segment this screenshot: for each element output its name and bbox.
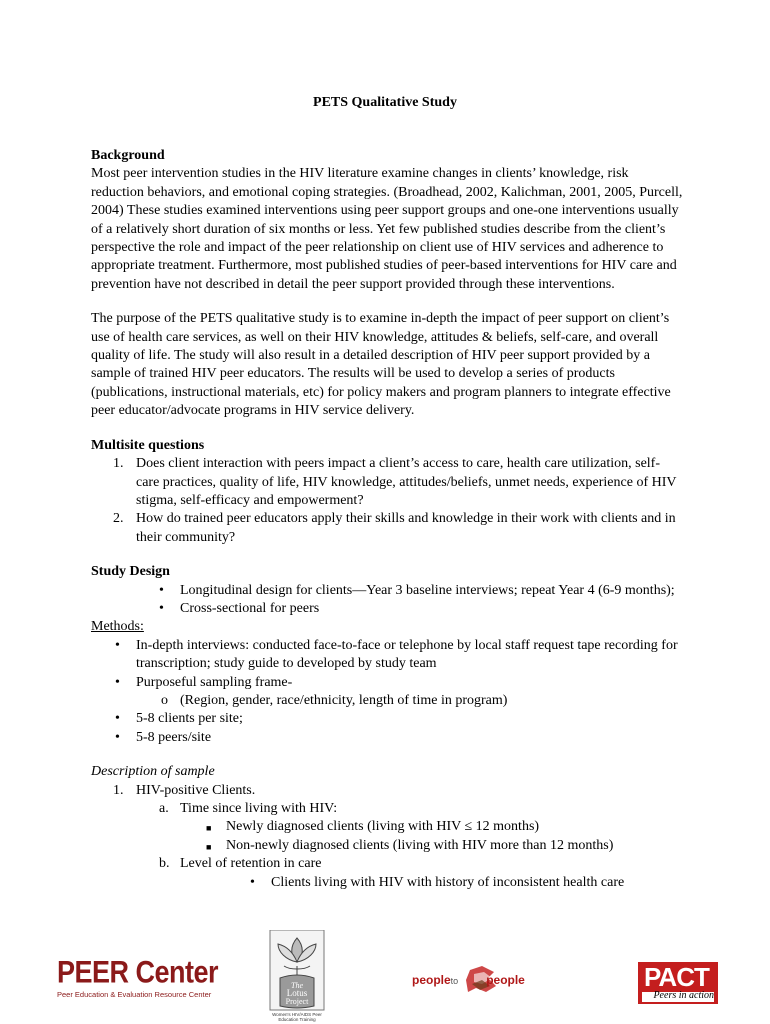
sample-square-list — [91, 818, 683, 855]
list-item — [91, 674, 683, 692]
peer-center-subtitle: Peer Education & Evaluation Resource Center — [57, 990, 212, 999]
multisite-heading: Multisite questions — [91, 437, 205, 453]
list-item-text: HIV-positive Clients. — [136, 782, 256, 798]
study-design-heading: Study Design — [91, 564, 170, 580]
to-word: to — [450, 976, 459, 986]
list-item-text: Purposeful sampling frame- — [136, 674, 293, 690]
footer-logos — [0, 926, 770, 1024]
multisite-list — [91, 455, 683, 547]
sample-section — [91, 763, 683, 892]
pact-name: PACT — [644, 962, 709, 992]
alpha-marker: a. — [159, 801, 169, 816]
list-item — [91, 637, 683, 674]
list-item-text: 5-8 clients per site; — [136, 711, 243, 727]
list-item — [91, 837, 683, 855]
square-marker: ■ — [206, 841, 212, 852]
list-number: 2. — [113, 511, 124, 527]
lotus-caption: Women's HIV/AIDS Peer Education Training — [272, 1012, 322, 1022]
alpha-marker: b. — [159, 856, 170, 872]
list-item — [91, 455, 683, 510]
background-paragraph-2: The purpose of the PETS qualitative study is to examine in-depth the impact of peer support on client’s use of health care services, as well on their HIV knowledge, attitudes & beliefs, self-care, and overall quality of life. The study will also result in a detailed description of HIV peer support provided by a sample of trained HIV peer educators. The results will be used to develop a series of products (publications, instructional materials, etc) for policy makers and program planners to integrate effective peer educator/advocate programs in HIV service delivery. — [91, 311, 671, 419]
people-to-people-logo — [412, 962, 542, 1002]
methods-list — [91, 637, 683, 692]
methods-list-continued — [91, 710, 683, 747]
list-item-text: In-depth interviews: conducted face-to-face or telephone by local staff request tape recording for transcription; study guide to developed by study team — [136, 637, 678, 672]
list-item-text: (Region, gender, race/ethnicity, length of time in program) — [180, 692, 508, 708]
document-title: PETS Qualitative Study — [313, 95, 457, 110]
sample-alpha-list-b — [91, 855, 683, 873]
multisite-section — [91, 437, 683, 547]
methods-sublist — [91, 692, 683, 710]
lotus-project-logo — [266, 930, 328, 1024]
study-design-list — [91, 582, 683, 619]
list-item-text: Newly diagnosed clients (living with HIV ≤ 12 months) — [226, 819, 540, 835]
svg-text:The: The — [291, 981, 303, 990]
square-marker: ■ — [206, 823, 212, 834]
list-item — [91, 874, 683, 892]
lotus-flower-icon — [266, 930, 328, 1012]
list-item — [91, 818, 683, 836]
people-left: people — [412, 973, 451, 987]
methods-heading: Methods: — [91, 619, 144, 635]
pact-logo — [638, 962, 718, 1004]
list-item — [91, 582, 683, 600]
background-paragraph-1: Most peer intervention studies in the HIV literature examine changes in clients’ knowledge, risk reduction behaviors, and emotional coping strategies. (Broadhead, 2002, Kalichman, 2001, 2005, Purcell, 2004) These studies examined interventions using peer support groups and one-one interventions usually of a relatively short duration of six months or less. Yet few published studies describe from the client’s perspective the role and impact of the peer relationship on client use of HIV services and adherence to appropriate treatment. Furthermore, most published studies of peer-based interventions for HIV care and prevention have not described in detail the peer support provided through these interventions. — [91, 166, 683, 292]
list-item-text: Longitudinal design for clients—Year 3 baseline interviews; repeat Year 4 (6-9 months); — [180, 582, 675, 598]
bullet-marker: • — [250, 874, 255, 890]
svg-text:Project: Project — [285, 997, 309, 1006]
list-item — [91, 782, 683, 800]
list-item — [91, 855, 683, 873]
bullet-marker: • — [159, 600, 164, 616]
study-design-section — [91, 563, 683, 618]
bullet-marker: • — [115, 711, 120, 727]
sub-marker: o — [161, 692, 168, 708]
list-item-text: Does client interaction with peers impact a client’s access to care, health care utilization, self-care practices, quality of life, HIV knowledge, attitudes/beliefs, unmet needs, experience of HIV stigma, self-efficacy and empowerment? — [136, 456, 677, 508]
list-item-text: Level of retention in care — [180, 856, 322, 872]
background-heading: Background — [91, 148, 165, 163]
bullet-marker: • — [115, 674, 120, 690]
list-item — [91, 710, 683, 728]
list-number: 1. — [113, 456, 124, 472]
people-right: people — [486, 973, 525, 987]
bullet-marker: • — [115, 729, 120, 745]
sample-alpha-list-a — [91, 800, 683, 818]
list-item — [91, 692, 683, 710]
bullet-marker: • — [159, 582, 164, 598]
sample-list — [91, 782, 683, 800]
peer-center-name: PEER Center — [57, 954, 219, 990]
methods-section — [91, 618, 683, 747]
people-to-people-text — [412, 973, 525, 987]
list-item-text: Cross-sectional for peers — [180, 600, 320, 616]
sample-heading: Description of sample — [91, 764, 215, 780]
pact-tagline: Peers in action — [653, 990, 714, 1001]
sample-retention-list — [91, 874, 683, 892]
peer-center-logo — [57, 956, 218, 999]
list-item-text: Time since living with HIV: — [180, 801, 338, 816]
list-item-text: Non-newly diagnosed clients (living with HIV more than 12 months) — [226, 837, 614, 853]
list-item — [91, 800, 683, 818]
list-item — [91, 510, 683, 547]
list-item — [91, 600, 683, 618]
list-item-text: Clients living with HIV with history of inconsistent health care — [271, 874, 625, 890]
document-body — [91, 147, 683, 892]
list-number: 1. — [113, 782, 124, 798]
list-item — [91, 729, 683, 747]
list-item-text: How do trained peer educators apply their skills and knowledge in their work with clients and in their community? — [136, 511, 676, 545]
svg-text:Lotus: Lotus — [286, 988, 308, 998]
list-item-text: 5-8 peers/site — [136, 729, 212, 745]
bullet-marker: • — [115, 637, 120, 653]
